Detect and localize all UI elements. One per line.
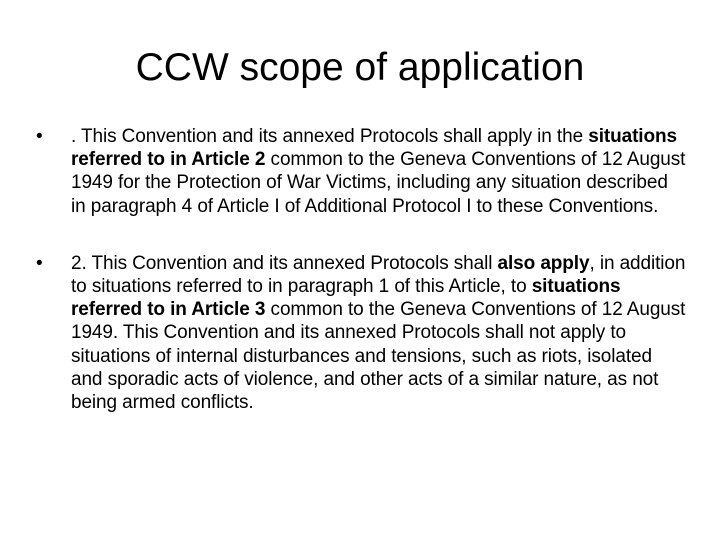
bullet-2-segment-1: 2. This Convention and its annexed Protocols shall bbox=[71, 252, 498, 274]
bullet-icon: • bbox=[36, 252, 43, 274]
slide-title: CCW scope of application bbox=[135, 46, 585, 89]
bullet-icon: • bbox=[36, 126, 43, 147]
bullet-1-emphasis-article-2: situations referred to in Article 2 bbox=[71, 126, 677, 171]
bullet-text-1 bbox=[71, 126, 685, 217]
bullet-text-2 bbox=[71, 253, 685, 413]
bullet-2-segment-5: common to the Geneva Conventions of 12 August 1949. This Convention and its annexed Protocols shall not apply to situations of internal disturbances and tensions, such as riots, isolated and sporadic acts of violence, and other acts of a similar nature, as not being armed conflicts. bbox=[71, 299, 686, 414]
bullet-item-1 bbox=[36, 125, 686, 218]
bullet-1-segment-1: . This Convention and its annexed Protocols shall apply in the bbox=[71, 126, 589, 147]
bullet-1-segment-3: common to the Geneva Conventions of 12 August 1949 for the Protection of War Victims, including any situation described in paragraph 4 of Article I of Additional Protocol I to these Conventions. bbox=[71, 149, 686, 217]
bullet-item-2 bbox=[36, 252, 686, 414]
bullet-list bbox=[36, 125, 686, 414]
bullet-2-emphasis-also-apply: also apply bbox=[497, 252, 590, 274]
bullet-2-emphasis-article-3: situations referred to in Article 3 bbox=[71, 276, 621, 321]
bullet-2-segment-3: , in addition to situations referred to in paragraph 1 of this Article, to bbox=[71, 252, 686, 298]
